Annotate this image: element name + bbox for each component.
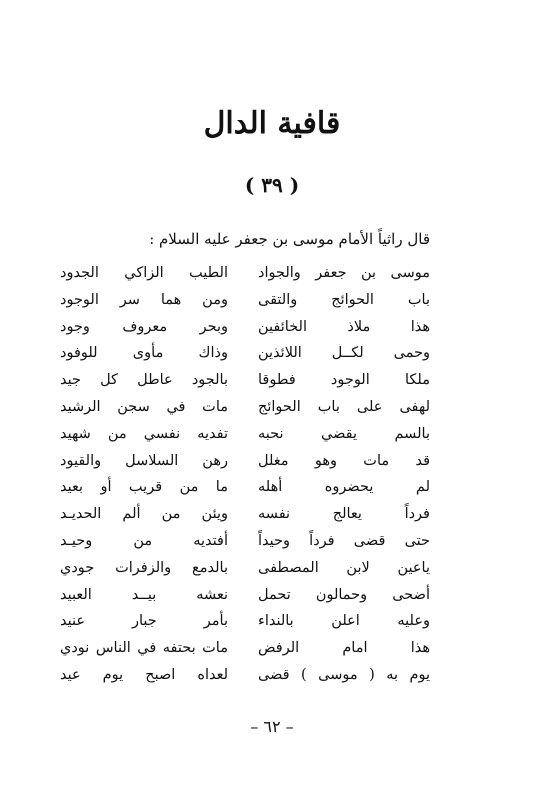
page-title: قافية الدال xyxy=(203,106,341,141)
verse-line xyxy=(60,448,430,475)
verse-line xyxy=(60,501,430,528)
verse-line xyxy=(60,528,430,555)
verse-first-hemistich: هذا ملاذ الخائفين xyxy=(258,318,430,335)
verse-line xyxy=(60,608,430,635)
verse-first-hemistich: باب الحوائج والتقى xyxy=(258,291,430,308)
verse-first-hemistich: وحمى لكــل اللائذين xyxy=(258,345,430,362)
verse-line xyxy=(60,582,430,609)
verse-second-hemistich: بالدمع والزفرات جودي xyxy=(60,559,228,576)
verse-line xyxy=(60,635,430,662)
verse-line xyxy=(60,367,430,394)
verse-line xyxy=(60,314,430,341)
verse-first-hemistich: لهفى على باب الحوائج xyxy=(258,398,430,415)
verse-second-hemistich: بالجود عاطل كل جيد xyxy=(60,372,228,389)
verse-second-hemistich: تفديه نفسي من شهيد xyxy=(60,425,228,442)
verse-second-hemistich: وذاك مأوى للوفود xyxy=(60,345,228,362)
verse-second-hemistich: لعداه اصبح يوم عيد xyxy=(60,666,228,683)
page-number: – ٦٢ – xyxy=(250,717,294,736)
verse-line xyxy=(60,421,430,448)
verse-second-hemistich: ما من قريب أو بعيد xyxy=(60,479,228,496)
verse-line xyxy=(60,394,430,421)
verse-second-hemistich: نعشه بيــد العبيد xyxy=(60,586,228,603)
verse-first-hemistich: وعليه اعلن بالنداء xyxy=(258,613,430,630)
verse-second-hemistich: ويئن من ألم الحديـد xyxy=(60,506,228,523)
verse-first-hemistich: حتى قضى فرداً وحيداً xyxy=(258,532,430,549)
verse-first-hemistich: ملكا الوجود فطوقا xyxy=(258,372,430,389)
verse-second-hemistich: أفتديه من وحيـد xyxy=(60,532,228,549)
verse-line xyxy=(60,260,430,287)
verse-first-hemistich: أضحى وحمالون تحمل xyxy=(258,586,430,603)
verse-second-hemistich: ومن هما سر الوجود xyxy=(60,291,228,308)
poem-intro: قال راثياً الأمام موسى بن جعفر عليه السلام : xyxy=(149,230,430,248)
verse-line xyxy=(60,474,430,501)
verse-line xyxy=(60,340,430,367)
poem-number: ( ٣٩ ) xyxy=(244,173,300,197)
verse-line xyxy=(60,662,430,689)
verse-second-hemistich: وبحر معروف وجود xyxy=(60,318,228,335)
verse-first-hemistich: ياعين لابن المصطفى xyxy=(258,559,430,576)
verse-line xyxy=(60,287,430,314)
verse-second-hemistich: رهن السلاسل والقيود xyxy=(60,452,228,469)
verse-first-hemistich: موسى بن جعفر والجواد xyxy=(258,265,430,281)
verse-second-hemistich: الطيب الزاكي الجدود xyxy=(60,265,228,281)
verse-second-hemistich: مات بحتفه في الناس نودي xyxy=(60,640,228,657)
verse-first-hemistich: فرداً يعالج نفسه xyxy=(258,506,430,523)
verse-first-hemistich: هذا امام الرفض xyxy=(258,640,430,657)
verse-first-hemistich: بالسم يقضي نحبه xyxy=(258,425,430,442)
verse-second-hemistich: بأمر جبار عنيد xyxy=(60,613,228,630)
verse-first-hemistich: قد مات وهو مغلل xyxy=(258,452,430,469)
verse-line xyxy=(60,555,430,582)
verse-first-hemistich: يوم به ( موسى ) قضى xyxy=(258,666,430,683)
poem-verses xyxy=(60,260,430,689)
verse-first-hemistich: لم يحضروه أهله xyxy=(258,479,430,496)
verse-second-hemistich: مات في سجن الرشيد xyxy=(60,398,228,415)
